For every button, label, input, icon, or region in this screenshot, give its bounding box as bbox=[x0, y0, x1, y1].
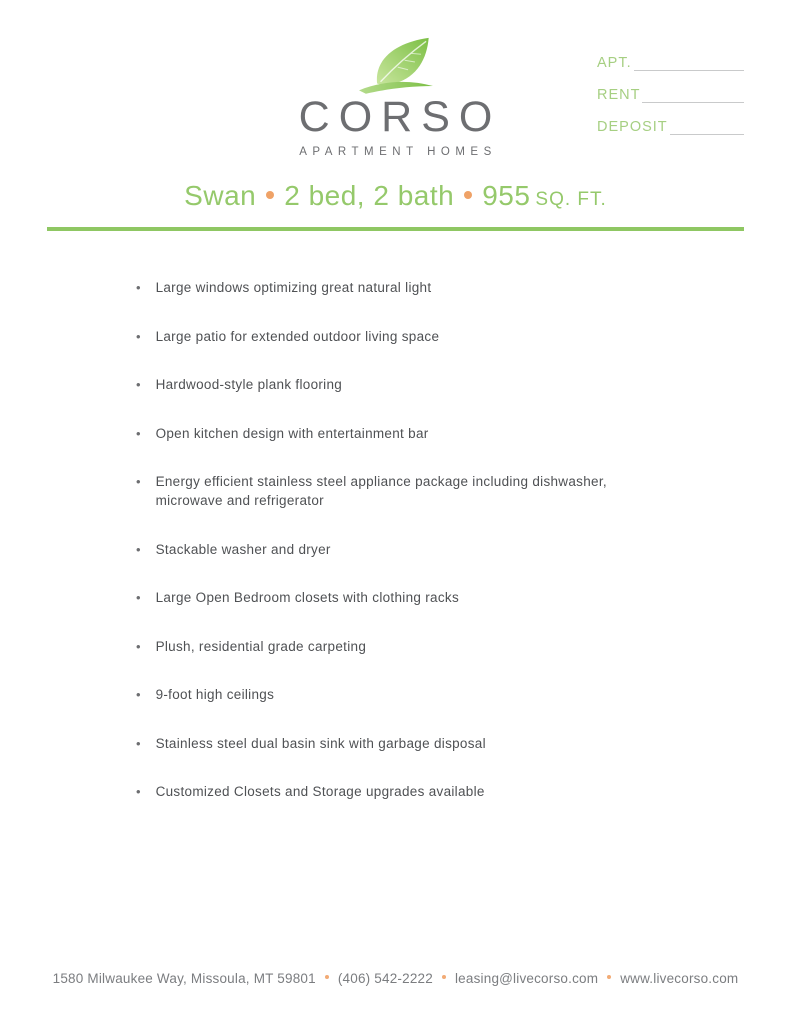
sqft-unit: SQ. FT. bbox=[535, 189, 607, 210]
feature-item bbox=[136, 540, 791, 559]
feature-item bbox=[136, 637, 791, 656]
header bbox=[0, 0, 791, 158]
feature-item bbox=[136, 782, 791, 801]
separator-dot-icon bbox=[325, 975, 329, 979]
bullet-icon: • bbox=[136, 541, 141, 557]
sqft-number: 955 bbox=[482, 180, 531, 211]
feature-text: Customized Closets and Storage upgrades available bbox=[155, 784, 485, 799]
feature-text: Stainless steel dual basin sink with garbage disposal bbox=[155, 735, 486, 751]
feature-text: Large windows optimizing great natural light bbox=[155, 280, 432, 295]
divider-rule bbox=[47, 227, 744, 231]
plan-title bbox=[0, 180, 791, 212]
bullet-icon: • bbox=[136, 590, 141, 605]
feature-item bbox=[136, 472, 791, 510]
feature-text: Hardwood-style plank flooring bbox=[155, 377, 343, 392]
feature-text: 9-foot high ceilings bbox=[155, 687, 275, 702]
plan-name: Swan bbox=[184, 180, 257, 211]
rent-field bbox=[597, 84, 744, 103]
bullet-icon: • bbox=[136, 377, 141, 392]
apt-field-line bbox=[634, 70, 744, 71]
feature-item bbox=[136, 734, 791, 753]
logo-wordmark: CORSO bbox=[298, 93, 502, 141]
bullet-icon: • bbox=[136, 687, 141, 702]
feature-text: Energy efficient stainless steel appliance package including dishwasher, microwave and refrigerator bbox=[155, 474, 607, 508]
separator-dot-icon bbox=[442, 975, 446, 979]
beds-baths: 2 bed, 2 bath bbox=[284, 180, 455, 211]
deposit-field bbox=[597, 116, 744, 135]
bullet-icon: • bbox=[136, 425, 141, 441]
footer-email: leasing@livecorso.com bbox=[454, 971, 599, 986]
rent-field-line bbox=[642, 102, 744, 103]
feature-item bbox=[136, 424, 791, 443]
features-list bbox=[136, 278, 791, 801]
footer-address: 1580 Milwaukee Way, Missoula, MT 59801 bbox=[52, 971, 316, 986]
apt-field bbox=[597, 52, 744, 71]
feature-text: Stackable washer and dryer bbox=[155, 541, 331, 557]
bullet-icon: • bbox=[136, 328, 141, 344]
feature-text: Plush, residential grade carpeting bbox=[155, 638, 367, 654]
feature-item bbox=[136, 375, 791, 394]
bullet-icon: • bbox=[136, 735, 141, 751]
bullet-icon: • bbox=[136, 638, 141, 654]
separator-dot-icon bbox=[607, 975, 611, 979]
deposit-field-label: DEPOSIT bbox=[597, 118, 668, 135]
footer-contact-line bbox=[0, 971, 791, 986]
rent-field-label: RENT bbox=[597, 86, 641, 103]
feature-item bbox=[136, 327, 791, 346]
footer-website: www.livecorso.com bbox=[620, 971, 739, 986]
feature-text: Open kitchen design with entertainment bar bbox=[155, 425, 429, 441]
bullet-icon: • bbox=[136, 280, 141, 295]
feature-text: Large Open Bedroom closets with clothing racks bbox=[155, 590, 460, 605]
deposit-field-line bbox=[670, 134, 744, 135]
bullet-icon: • bbox=[136, 474, 141, 489]
feature-item bbox=[136, 588, 791, 607]
feature-item bbox=[136, 278, 791, 297]
apt-field-label: APT. bbox=[597, 54, 632, 71]
separator-dot-icon bbox=[464, 191, 472, 199]
separator-dot-icon bbox=[266, 191, 274, 199]
bullet-icon: • bbox=[136, 784, 141, 799]
feature-item bbox=[136, 685, 791, 704]
lease-fields bbox=[597, 52, 744, 148]
feature-text: Large patio for extended outdoor living space bbox=[155, 328, 440, 344]
footer-phone: (406) 542-2222 bbox=[337, 971, 433, 986]
logo-tagline: APARTMENT HOMES bbox=[299, 146, 497, 158]
